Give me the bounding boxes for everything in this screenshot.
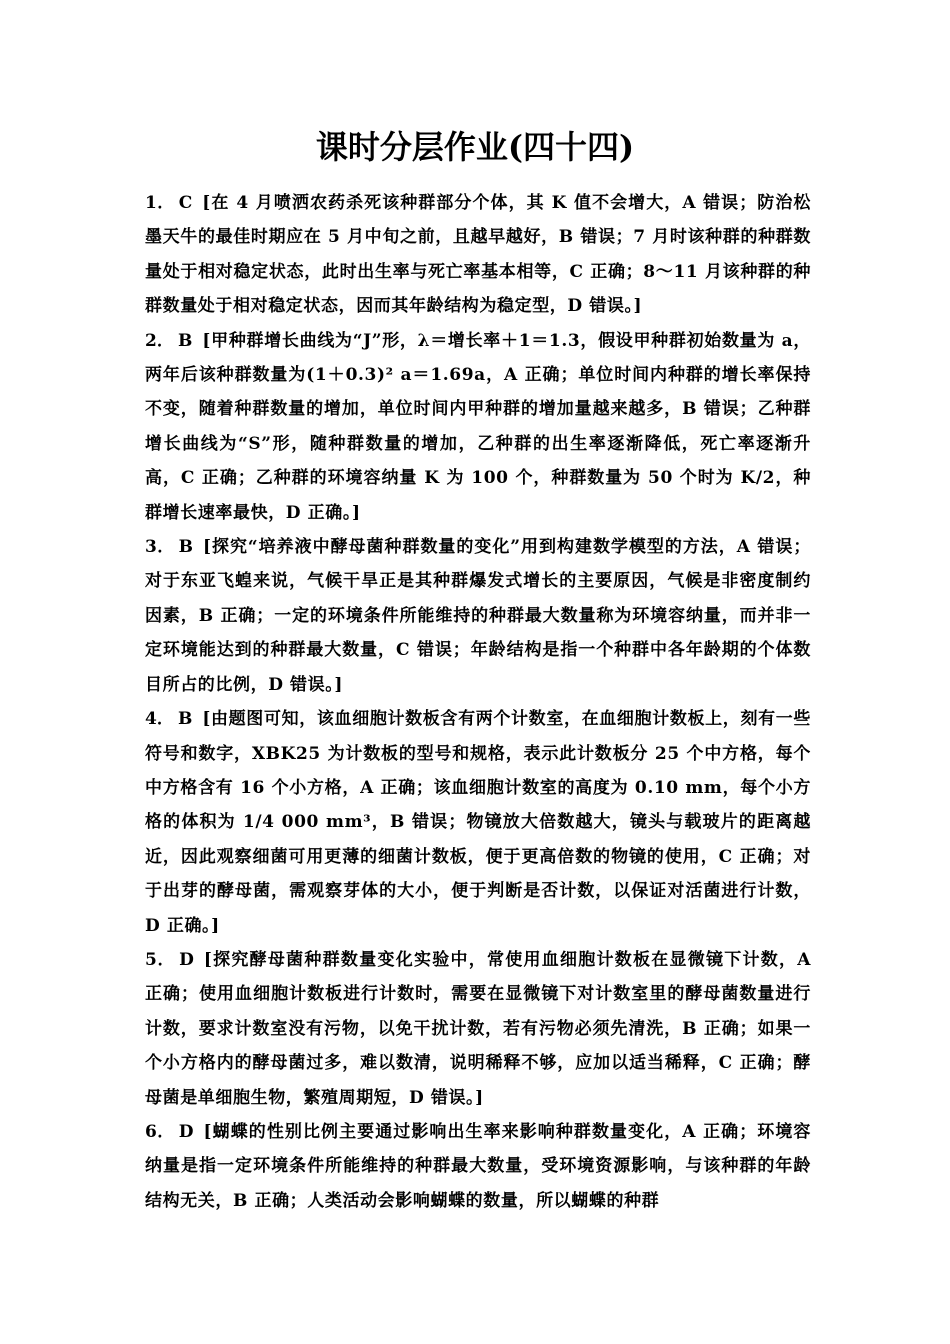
answer-explanation: [蝴蝶的性别比例主要通过影响出生率来影响种群数量变化，A 正确；环境容纳量是指一定环境条件所能维持的种群最大数量，受环境资源影响，与该种群的年龄结构无关，B 正确；人类活动会影响蝴蝶的数量，所以蝴蝶的种群 (145, 1121, 811, 1211)
answer-number: 4． (145, 709, 174, 730)
answer-letter: B (178, 330, 193, 351)
answer-explanation: [甲种群增长曲线为“J”形，λ＝增长率＋1＝1.3，假设甲种群初始数量为 a，两年后该种群数量为(1＋0.3)² a＝1.69a，A 正确；单位时间内种群的增长率保持不变，随着种群数量的增加，单位时间内甲种群的增加量越来越多，B 错误；乙种群增长曲线为“S”形，随种群数量的增加，乙种群的出生率逐渐降低，死亡率逐渐升高，C 正确；乙种群的环境容纳量 K 为 100 个，种群数量为 50 个时为 K/2，种群增长速率最快，D 正确。] (145, 330, 811, 523)
answer-letter: B (177, 709, 193, 730)
answer-item (145, 1115, 811, 1218)
answer-number: 3． (145, 537, 175, 558)
answer-number: 1． (145, 193, 175, 213)
answer-number: 5． (145, 949, 176, 970)
answer-letter: C (178, 193, 193, 213)
answer-number: 6． (145, 1121, 175, 1142)
answer-list (145, 186, 811, 1218)
answer-letter: D (178, 1121, 194, 1142)
page-title: 课时分层作业(四十四) (315, 128, 635, 166)
answer-item (145, 324, 811, 530)
answer-item (145, 186, 811, 324)
answer-explanation: [在 4 月喷洒农药杀死该种群部分个体，其 K 值不会增大，A 错误；防治松墨天牛的最佳时期应在 5 月中旬之前，且越早越好，B 错误；7 月时该种群的种群数量处于相对稳定状态，此时出生率与死亡率基本相等，C 正确；8～11 月该种群的种群数量处于相对稳定状态，因而其年龄结构为稳定型，D 错误。] (145, 193, 811, 317)
answer-explanation: [探究酵母菌种群数量变化实验中，常使用血细胞计数板在显微镜下计数，A 正确；使用血细胞计数板进行计数时，需要在显微镜下对计数室里的酵母菌数量进行计数，要求计数室没有污物，以免干扰计数，若有污物必须先清洗，B 正确；如果一个小方格内的酵母菌过多，难以数清，说明稀释不够，应加以适当稀释，C 正确；酵母菌是单细胞生物，繁殖周期短，D 错误。] (145, 949, 811, 1108)
answer-item (145, 943, 811, 1115)
answer-item (145, 530, 811, 702)
answer-number: 2． (145, 330, 175, 351)
answer-item (145, 702, 811, 943)
answer-letter: B (178, 537, 193, 558)
answer-explanation: [由题图可知，该血细胞计数板含有两个计数室，在血细胞计数板上，刻有一些符号和数字，XBK25 为计数板的型号和规格，表示此计数板分 25 个中方格，每个中方格含有 16 个小方格，A 正确；该血细胞计数室的高度为 0.10 mm，每个小方格的体积为 1/4 000 mm³，B 错误；物镜放大倍数越大，镜头与载玻片的距离越近，因此观察细菌可用更薄的细菌计数板，便于更高倍数的物镜的使用，C 正确；对于出芽的酵母菌，需观察芽体的大小，便于判断是否计数，以保证对活菌进行计数，D 正确。] (145, 709, 811, 936)
answer-explanation: [探究“培养液中酵母菌种群数量的变化”用到构建数学模型的方法，A 错误；对于东亚飞蝗来说，气候干旱正是其种群爆发式增长的主要原因，气候是非密度制约因素，B 正确；一定的环境条件所能维持的种群最大数量称为环境容纳量，而并非一定环境能达到的种群最大数量，C 错误；年龄结构是指一个种群中各年龄期的个体数目所占的比例，D 错误。] (145, 537, 811, 695)
answer-letter: D (179, 949, 194, 970)
